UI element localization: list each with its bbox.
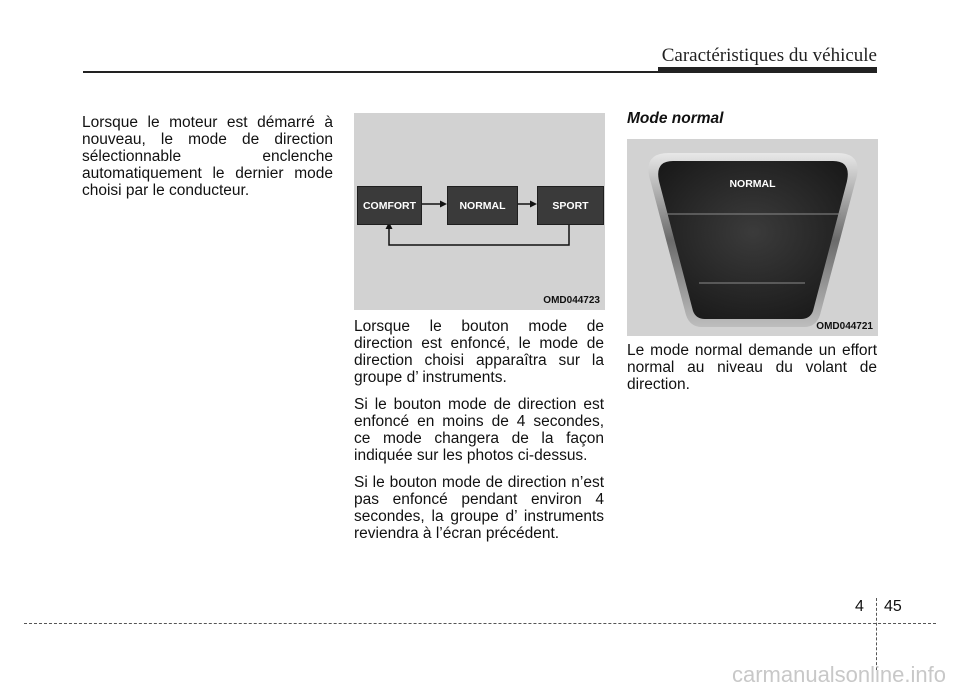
instrument-cluster-figure [627, 139, 878, 336]
cluster-mode-label: NORMAL [729, 178, 776, 190]
watermark: carmanualsonline.info [731, 662, 946, 687]
section-header-title: Caractéristiques du véhicule [661, 45, 877, 66]
header-rule-accent [658, 67, 877, 72]
mode-normal-heading: Mode normal [627, 110, 724, 127]
paragraph-1: Lorsque le bouton mode de direction est enfoncé, le mode de direction choisi apparaîtra sur la groupe d’ instruments. [354, 318, 604, 386]
drive-mode-cycle-figure [354, 113, 605, 310]
paragraph-2: Si le bouton mode de direction est enfoncé en moins de 4 secondes, ce mode changera de la façon indiquée sur les photos ci-dessus. [354, 396, 604, 464]
footer-rule [24, 623, 936, 624]
paragraph-3: Si le bouton mode de direction n’est pas enfoncé pendant environ 4 secondes, la groupe d’ instruments reviendra à l’écran précédent. [354, 474, 604, 542]
page-number: 45 [884, 598, 902, 615]
comfort-mode-box: COMFORT [357, 186, 422, 225]
cluster-display-illustration [627, 139, 878, 336]
normal-mode-box: NORMAL [447, 186, 518, 225]
middle-column [354, 318, 604, 552]
left-column [82, 114, 333, 209]
footer-divider [876, 598, 877, 670]
mode-normal-paragraph: Le mode normal demande un effort normal au niveau du volant de direction. [627, 342, 877, 393]
figure-code: OMD044723 [543, 295, 600, 306]
figure-code: OMD044721 [816, 321, 873, 332]
right-column [627, 342, 877, 403]
chapter-number: 4 [855, 598, 864, 615]
sport-mode-box: SPORT [537, 186, 604, 225]
restart-paragraph: Lorsque le moteur est démarré à nouveau, le mode de direction sélectionnable enclenche automatiquement le dernier mode choisi par le conducteur. [82, 114, 333, 199]
